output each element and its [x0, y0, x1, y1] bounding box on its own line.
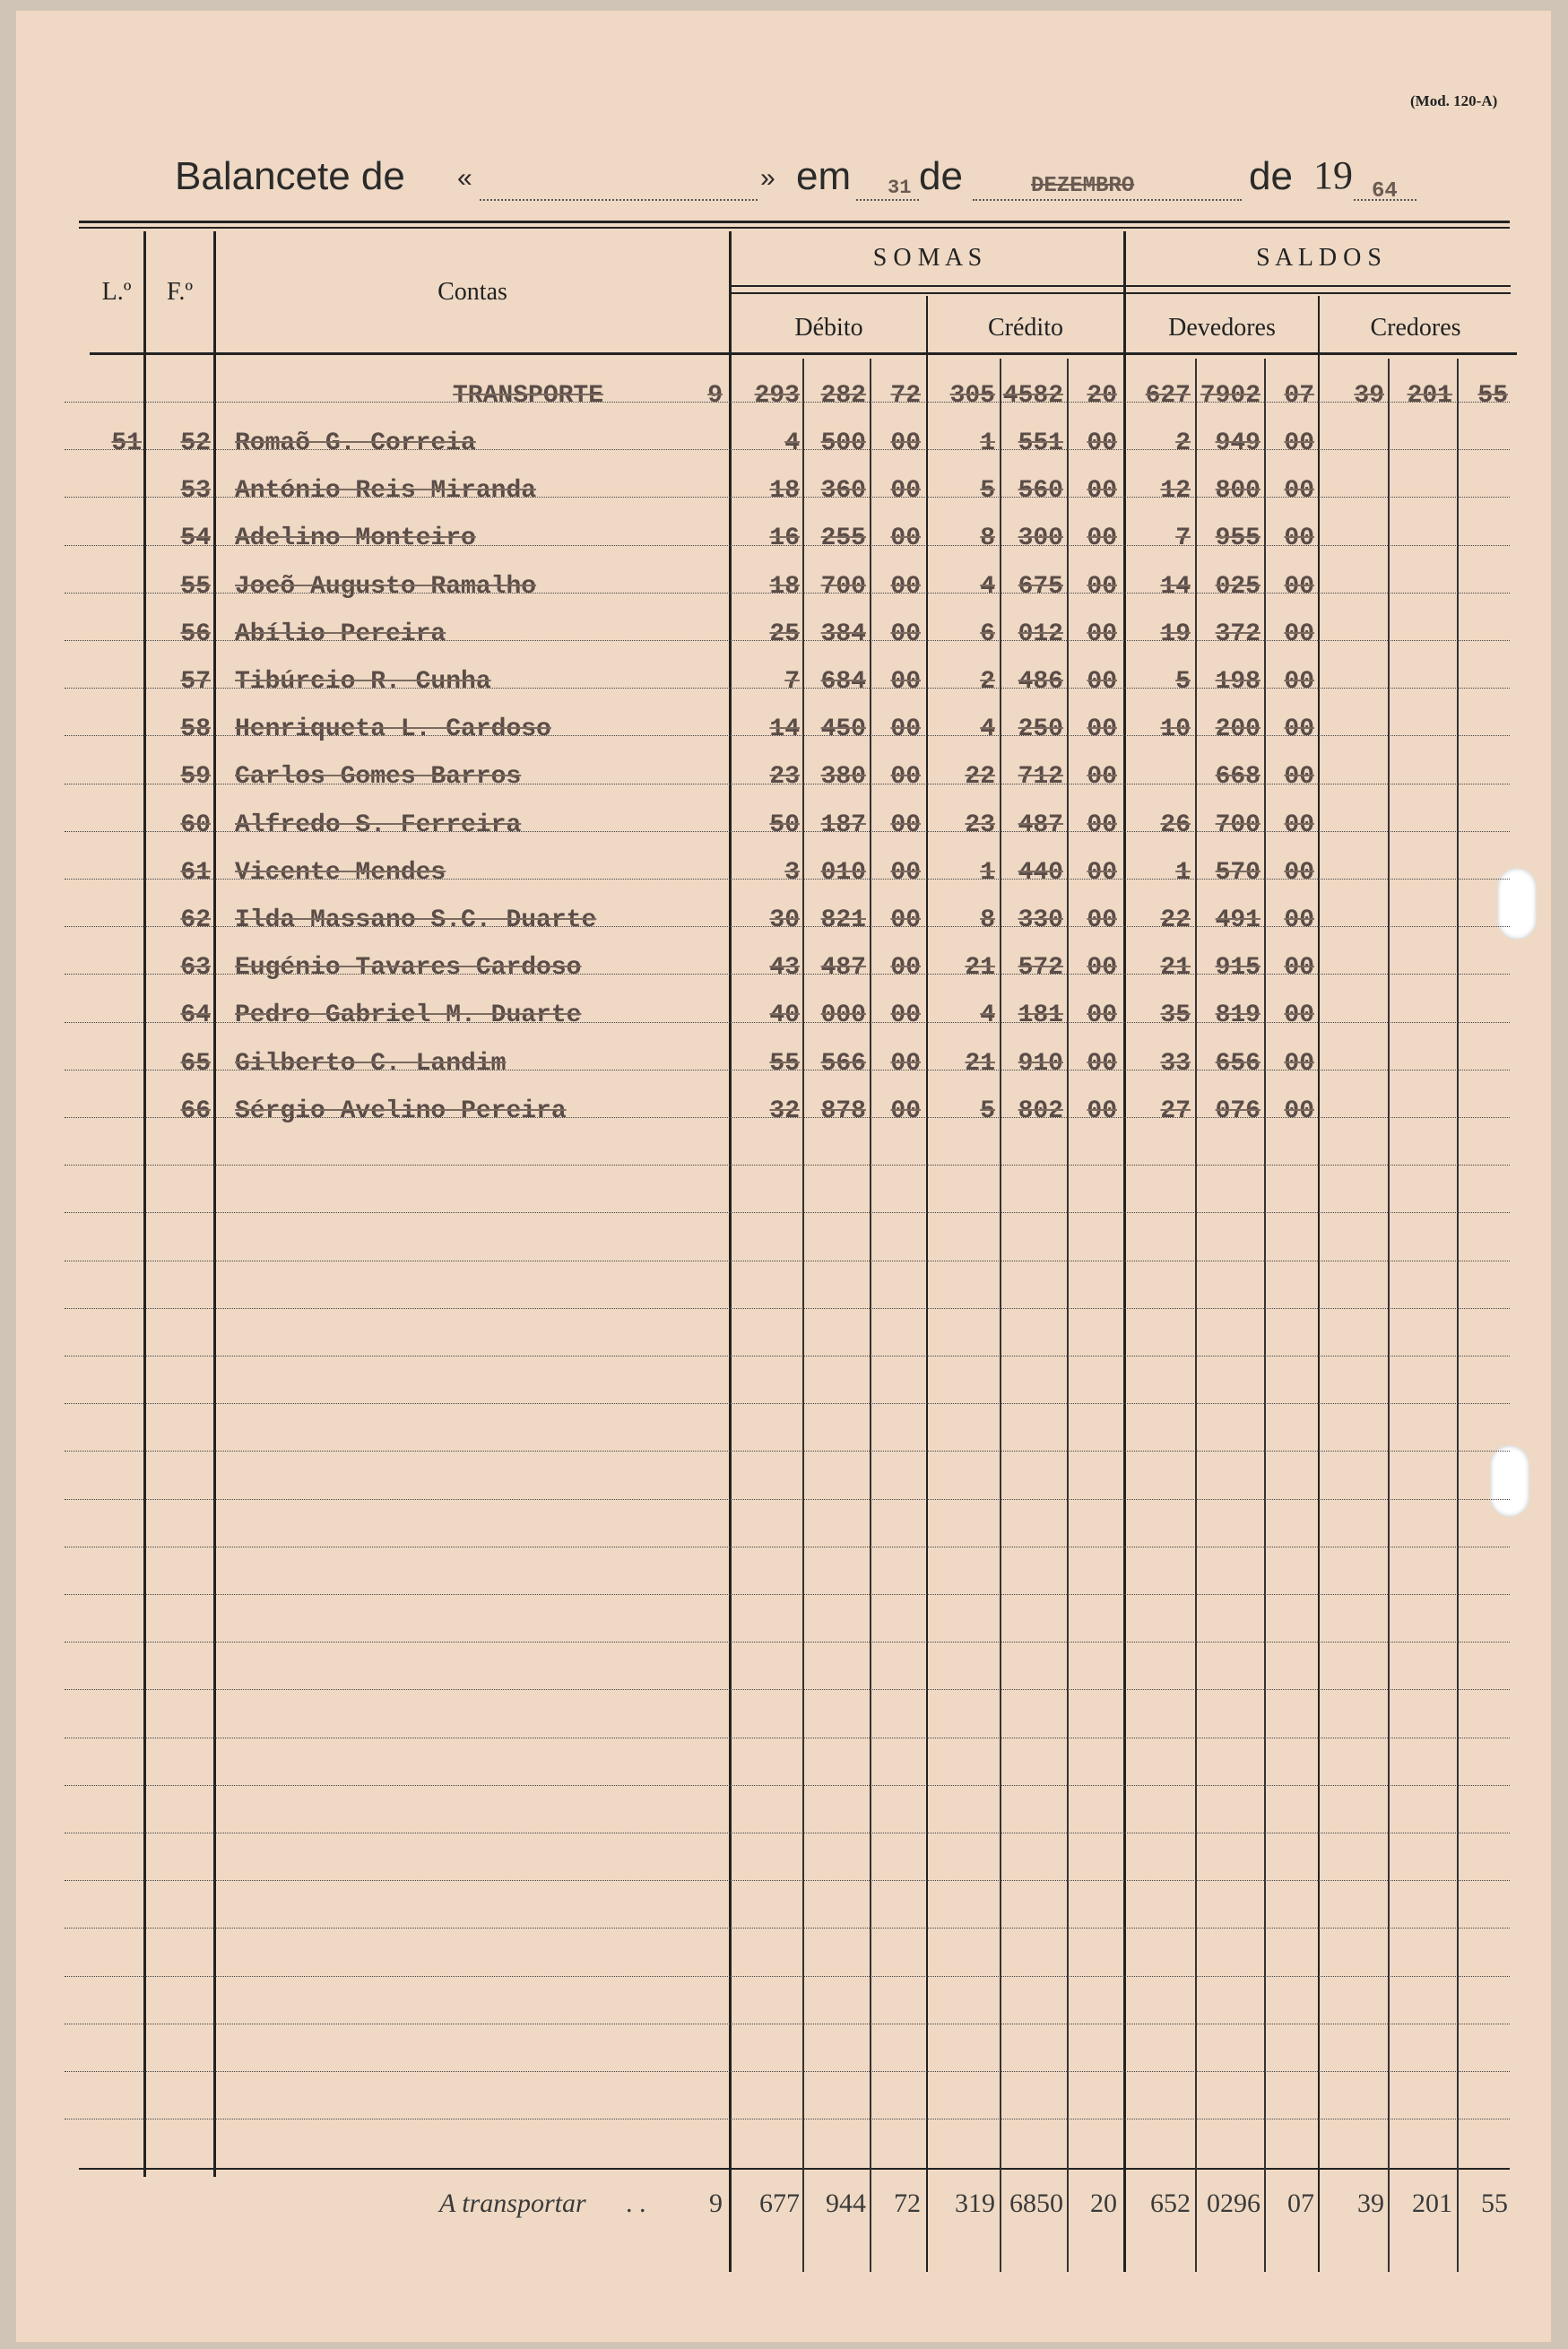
row-devedores-part: 00	[1284, 573, 1314, 601]
row-credito-part: 2	[980, 668, 995, 696]
row-credito-part: 712	[1018, 763, 1063, 791]
col-minor	[1067, 359, 1069, 2272]
row-credito-part: 22	[965, 763, 995, 791]
row-credito-part: 21	[965, 1050, 995, 1078]
footer-devedores-cents: 07	[1287, 2189, 1314, 2218]
row-debito-part: 16	[769, 524, 800, 552]
row-conta: Ilda Massano S.C. Duarte	[235, 906, 597, 934]
row-debito-part: 00	[890, 1097, 921, 1125]
row-debito-part: 00	[890, 763, 921, 791]
ruled-line	[65, 2071, 1510, 2072]
row-credito-part: 00	[1087, 811, 1117, 839]
row-devedores-part: 372	[1215, 620, 1260, 648]
transporte-debito-thousands: 293	[754, 382, 800, 410]
transporte-devedores-thousands: 627	[1145, 382, 1191, 410]
row-debito-part: 00	[890, 524, 921, 552]
row-folio: 56	[180, 620, 211, 648]
row-devedores-part: 00	[1284, 811, 1314, 839]
title-entity-line	[480, 199, 758, 201]
transporte-devedores-units: 7902	[1200, 382, 1260, 410]
ruled-line	[65, 1880, 1510, 1881]
row-conta: Carlos Gomes Barros	[235, 763, 522, 791]
title-open-quote: «	[457, 163, 472, 193]
row-credito-part: 675	[1018, 573, 1063, 601]
ruled-line	[65, 1212, 1510, 1213]
row-debito-part: 00	[890, 859, 921, 887]
transporte-credito-cents: 20	[1087, 382, 1117, 410]
row-debito-part: 384	[820, 620, 866, 648]
row-debito-part: 55	[769, 1050, 800, 1078]
header-folio: F.º	[166, 278, 193, 306]
row-credito-part: 23	[965, 811, 995, 839]
row-devedores-part: 00	[1284, 1097, 1314, 1125]
row-debito-part: 3	[784, 859, 800, 887]
title-year-suffix: 64	[1372, 179, 1398, 204]
row-debito-part: 00	[890, 573, 921, 601]
row-devedores-part: 00	[1284, 715, 1314, 743]
row-debito-part: 187	[820, 811, 866, 839]
footer-rule	[79, 2168, 1510, 2170]
footer-debito-cents: 72	[894, 2189, 921, 2218]
row-devedores-part: 1	[1175, 859, 1191, 887]
row-folio: 58	[180, 715, 211, 743]
row-devedores-part: 076	[1215, 1097, 1260, 1125]
footer-credito-thousands: 319	[955, 2189, 995, 2218]
ruled-line	[65, 1976, 1510, 1977]
title-year-prefix: 19	[1313, 153, 1353, 197]
row-credito-part: 5	[980, 1097, 995, 1125]
header-rule-mid-2	[729, 292, 1511, 294]
row-credito-part: 440	[1018, 859, 1063, 887]
row-conta: Adelino Monteiro	[235, 524, 476, 552]
col-rule-saldos	[1123, 231, 1126, 2272]
title-de-1: de	[919, 154, 963, 198]
col-minor	[870, 359, 871, 2272]
row-devedores-part: 025	[1215, 573, 1260, 601]
row-debito-part: 43	[769, 954, 800, 982]
row-credito-part: 1	[980, 429, 995, 457]
row-conta: Pedro Gabriel M. Duarte	[235, 1001, 582, 1029]
row-devedores-part: 00	[1284, 1001, 1314, 1029]
row-credito-part: 00	[1087, 906, 1117, 934]
row-folio: 61	[180, 859, 211, 887]
row-folio: 57	[180, 668, 211, 696]
row-credito-part: 00	[1087, 668, 1117, 696]
row-credito-part: 551	[1018, 429, 1063, 457]
row-folio: 62	[180, 906, 211, 934]
row-credito-part: 012	[1018, 620, 1063, 648]
row-devedores-part: 35	[1160, 1001, 1191, 1029]
transporte-credores-units: 201	[1407, 382, 1452, 410]
ruled-line	[65, 1785, 1510, 1786]
form-code: (Mod. 120-A)	[1410, 92, 1498, 109]
row-debito-part: 00	[890, 1050, 921, 1078]
header-devedores: Devedores	[1168, 314, 1276, 342]
row-debito-part: 380	[820, 763, 866, 791]
row-devedores-part: 915	[1215, 954, 1260, 982]
row-debito-part: 18	[769, 477, 800, 505]
col-minor	[1000, 359, 1001, 2272]
row-folio: 60	[180, 811, 211, 839]
row-credito-part: 00	[1087, 954, 1117, 982]
row-debito-part: 255	[820, 524, 866, 552]
row-devedores-part: 14	[1160, 573, 1191, 601]
footer-debito-units: 944	[826, 2189, 866, 2218]
ruled-line	[65, 1642, 1510, 1643]
transporte-credito-units: 4582	[1002, 382, 1063, 410]
row-conta: Joeõ Augusto Ramalho	[235, 573, 537, 601]
row-debito-part: 821	[820, 906, 866, 934]
row-credito-part: 910	[1018, 1050, 1063, 1078]
row-credito-part: 330	[1018, 906, 1063, 934]
row-debito-part: 00	[890, 477, 921, 505]
row-debito-part: 40	[769, 1001, 800, 1029]
header-debito: Débito	[794, 314, 863, 342]
row-devedores-part: 800	[1215, 477, 1260, 505]
row-devedores-part: 27	[1160, 1097, 1191, 1125]
footer-dots: . .	[626, 2189, 646, 2218]
row-debito-part: 010	[820, 859, 866, 887]
col-rule-folio	[213, 231, 216, 2177]
row-devedores-part: 2	[1175, 429, 1191, 457]
row-credito-part: 300	[1018, 524, 1063, 552]
row-livro: 51	[111, 429, 142, 457]
row-debito-part: 32	[769, 1097, 800, 1125]
row-devedores-part: 200	[1215, 715, 1260, 743]
row-devedores-part: 00	[1284, 1050, 1314, 1078]
row-folio: 65	[180, 1050, 211, 1078]
row-folio: 55	[180, 573, 211, 601]
row-devedores-part: 00	[1284, 859, 1314, 887]
row-debito-part: 00	[890, 906, 921, 934]
footer-credito-cents: 20	[1090, 2189, 1117, 2218]
row-devedores-part: 00	[1284, 524, 1314, 552]
col-minor	[1457, 359, 1459, 2272]
title-de-2: de	[1249, 154, 1293, 198]
row-devedores-part: 19	[1160, 620, 1191, 648]
footer-devedores-units: 0296	[1207, 2189, 1260, 2218]
row-folio: 53	[180, 477, 211, 505]
row-debito-part: 50	[769, 811, 800, 839]
header-somas: S O M A S	[872, 244, 983, 272]
row-credito-part: 4	[980, 715, 995, 743]
header-rule-top	[79, 221, 1510, 223]
row-devedores-part: 7	[1175, 524, 1191, 552]
ruled-line	[65, 1594, 1510, 1595]
row-folio: 64	[180, 1001, 211, 1029]
footer-label: A transportar	[439, 2189, 586, 2218]
row-devedores-part: 00	[1284, 477, 1314, 505]
row-devedores-part: 00	[1284, 906, 1314, 934]
row-folio: 54	[180, 524, 211, 552]
row-credito-part: 00	[1087, 477, 1117, 505]
row-debito-part: 14	[769, 715, 800, 743]
row-debito-part: 700	[820, 573, 866, 601]
row-debito-part: 00	[890, 429, 921, 457]
row-devedores-part: 12	[1160, 477, 1191, 505]
transporte-credores-cents: 55	[1477, 382, 1508, 410]
row-debito-part: 00	[890, 811, 921, 839]
row-credito-part: 00	[1087, 859, 1117, 887]
header-rule-bottom	[90, 352, 1517, 355]
transporte-debito-billions: 9	[707, 382, 723, 410]
ruled-line	[65, 1928, 1510, 1929]
row-debito-part: 487	[820, 954, 866, 982]
header-rule-mid	[729, 285, 1511, 287]
ruled-line	[65, 1356, 1510, 1357]
row-devedores-part: 00	[1284, 763, 1314, 791]
transporte-credores-thousands: 39	[1354, 382, 1384, 410]
transporte-devedores-cents: 07	[1284, 382, 1314, 410]
row-debito-part: 684	[820, 668, 866, 696]
title-em: em	[796, 154, 852, 198]
row-credito-part: 572	[1018, 954, 1063, 982]
ruled-line	[65, 1165, 1510, 1166]
row-conta: Tibúrcio R. Cunha	[235, 668, 491, 696]
row-conta: António Reis Miranda	[235, 477, 537, 505]
row-devedores-part: 955	[1215, 524, 1260, 552]
row-credito-part: 00	[1087, 715, 1117, 743]
row-devedores-part: 10	[1160, 715, 1191, 743]
row-debito-part: 00	[890, 715, 921, 743]
row-debito-part: 500	[820, 429, 866, 457]
col-minor	[1264, 359, 1266, 2272]
row-credito-part: 8	[980, 524, 995, 552]
footer-debito-billions: 9	[709, 2189, 723, 2218]
row-credito-part: 802	[1018, 1097, 1063, 1125]
row-devedores-part: 00	[1284, 668, 1314, 696]
transporte-debito-cents: 72	[890, 382, 921, 410]
col-rule-livro	[143, 231, 146, 2177]
row-devedores-part: 21	[1160, 954, 1191, 982]
row-debito-part: 30	[769, 906, 800, 934]
row-credito-part: 00	[1087, 1001, 1117, 1029]
header-saldos: S A L D O S	[1256, 244, 1382, 272]
row-devedores-part: 5	[1175, 668, 1191, 696]
ruled-line	[65, 1689, 1510, 1690]
row-conta: Eugénio Tavares Cardoso	[235, 954, 582, 982]
row-debito-part: 360	[820, 477, 866, 505]
header-credito: Crédito	[988, 314, 1063, 342]
row-debito-part: 00	[890, 954, 921, 982]
ledger-page	[16, 11, 1551, 2342]
row-conta: Alfredo S. Ferreira	[235, 811, 522, 839]
row-devedores-part: 00	[1284, 620, 1314, 648]
row-debito-part: 00	[890, 1001, 921, 1029]
row-devedores-part: 26	[1160, 811, 1191, 839]
row-debito-part: 25	[769, 620, 800, 648]
row-credito-part: 487	[1018, 811, 1063, 839]
row-conta: Sérgio Avelino Pereira	[235, 1097, 567, 1125]
footer-credores-thousands: 39	[1357, 2189, 1384, 2218]
row-credito-part: 5	[980, 477, 995, 505]
title-month: DEZEMBRO	[1031, 174, 1135, 198]
title-label: Balancete de	[175, 154, 405, 198]
row-devedores-part: 33	[1160, 1050, 1191, 1078]
row-folio: 59	[180, 763, 211, 791]
ruled-line	[65, 1308, 1510, 1309]
transporte-debito-units: 282	[820, 382, 866, 410]
row-conta: Gilberto C. Landim	[235, 1050, 507, 1078]
row-credito-part: 1	[980, 859, 995, 887]
row-credito-part: 00	[1087, 573, 1117, 601]
row-debito-part: 00	[890, 620, 921, 648]
row-devedores-part: 570	[1215, 859, 1260, 887]
footer-debito-thousands: 677	[759, 2189, 800, 2218]
row-conta: Abílio Pereira	[235, 620, 446, 648]
col-minor	[802, 359, 804, 2272]
transporte-label: TRANSPORTE	[453, 382, 604, 410]
row-credito-part: 8	[980, 906, 995, 934]
row-credito-part: 250	[1018, 715, 1063, 743]
col-minor	[1388, 359, 1390, 2272]
row-debito-part: 000	[820, 1001, 866, 1029]
row-devedores-part: 22	[1160, 906, 1191, 934]
row-credito-part: 21	[965, 954, 995, 982]
row-devedores-part: 949	[1215, 429, 1260, 457]
row-conta: Romaõ G. Correia	[235, 429, 476, 457]
row-debito-part: 4	[784, 429, 800, 457]
header-rule-top-2	[79, 227, 1510, 229]
row-credito-part: 4	[980, 573, 995, 601]
row-credito-part: 00	[1087, 763, 1117, 791]
row-conta: Vicente Mendes	[235, 859, 446, 887]
row-devedores-part: 198	[1215, 668, 1260, 696]
title-close-quote: »	[760, 163, 775, 193]
row-debito-part: 7	[784, 668, 800, 696]
row-devedores-part: 00	[1284, 429, 1314, 457]
col-minor	[1195, 359, 1197, 2272]
ruled-line	[65, 1451, 1510, 1452]
row-conta: Henriqueta L. Cardoso	[235, 715, 551, 743]
header-livro: L.º	[101, 278, 132, 306]
row-debito-part: 18	[769, 573, 800, 601]
footer-credores-units: 201	[1412, 2189, 1452, 2218]
row-devedores-part: 491	[1215, 906, 1260, 934]
row-credito-part: 560	[1018, 477, 1063, 505]
row-credito-part: 486	[1018, 668, 1063, 696]
punch-hole	[1490, 1445, 1529, 1517]
row-devedores-part: 00	[1284, 954, 1314, 982]
row-credito-part: 00	[1087, 429, 1117, 457]
row-credito-part: 4	[980, 1001, 995, 1029]
col-rule-somas	[729, 231, 732, 2272]
footer-credores-cents: 55	[1481, 2189, 1508, 2218]
row-credito-part: 6	[980, 620, 995, 648]
row-debito-part: 878	[820, 1097, 866, 1125]
row-credito-part: 00	[1087, 1097, 1117, 1125]
row-devedores-part: 656	[1215, 1050, 1260, 1078]
footer-credito-units: 6850	[1009, 2189, 1063, 2218]
row-folio: 66	[180, 1097, 211, 1125]
footer-devedores-thousands: 652	[1150, 2189, 1191, 2218]
title-day-line	[856, 199, 919, 201]
row-debito-part: 566	[820, 1050, 866, 1078]
title-day: 31	[888, 177, 912, 199]
ruled-line	[65, 1499, 1510, 1500]
row-folio: 52	[180, 429, 211, 457]
row-credito-part: 00	[1087, 620, 1117, 648]
row-credito-part: 00	[1087, 1050, 1117, 1078]
transporte-credito-thousands: 305	[949, 382, 995, 410]
row-credito-part: 181	[1018, 1001, 1063, 1029]
row-debito-part: 23	[769, 763, 800, 791]
header-credores: Credores	[1370, 314, 1461, 342]
row-debito-part: 00	[890, 668, 921, 696]
header-contas: Contas	[437, 278, 507, 306]
row-folio: 63	[180, 954, 211, 982]
row-devedores-part: 700	[1215, 811, 1260, 839]
title-month-line	[973, 199, 1242, 201]
row-devedores-part: 819	[1215, 1001, 1260, 1029]
row-debito-part: 450	[820, 715, 866, 743]
row-credito-part: 00	[1087, 524, 1117, 552]
ruled-line	[65, 1403, 1510, 1404]
row-devedores-part: 668	[1215, 763, 1260, 791]
